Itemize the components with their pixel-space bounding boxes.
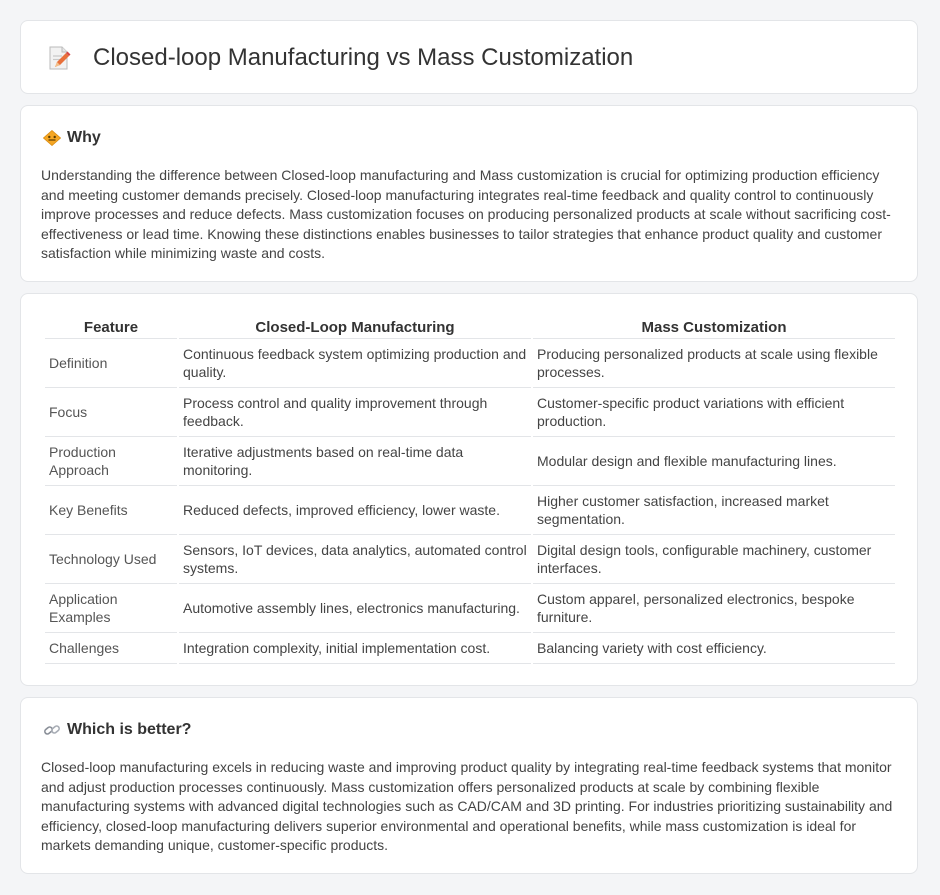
row-feature: Focus [45,388,177,437]
row-mass-customization: Producing personalized products at scale using flexible processes. [533,339,895,388]
row-mass-customization: Digital design tools, configurable machinery, customer interfaces. [533,535,895,584]
better-heading: Which is better? [67,721,192,738]
why-section [20,105,918,282]
table-row [45,584,895,633]
row-mass-customization: Customer-specific product variations with efficient production. [533,388,895,437]
table-header-row [45,316,895,339]
link-icon [43,722,61,738]
better-text: Closed-loop manufacturing excels in reducing waste and improving product quality by integrating real-time feedback systems that monitor and adjust production processes continuously. Mass customization offers personalized products at scale by combining flexible manufacturing systems with advanced digital technologies such as CAD/CAM and 3D printing. For industries prioritizing sustainability and efficiency, closed-loop manufacturing delivers superior environmental and operational benefits, while mass customization is ideal for markets demanding unique, customer-specific products. [41,759,893,853]
comparison-table [43,316,897,664]
row-mass-customization: Custom apparel, personalized electronics, bespoke furniture. [533,584,895,633]
why-heading: Why [67,129,101,146]
row-closed-loop: Continuous feedback system optimizing production and quality. [179,339,531,388]
table-row [45,535,895,584]
header-mass-customization: Mass Customization [533,316,895,339]
row-feature: Key Benefits [45,486,177,535]
row-closed-loop: Process control and quality improvement through feedback. [179,388,531,437]
document-pencil-icon [47,45,71,71]
comparison-table-card [20,293,918,686]
table-row [45,486,895,535]
table-row [45,339,895,388]
header-closed-loop: Closed-Loop Manufacturing [179,316,531,339]
row-mass-customization: Balancing variety with cost efficiency. [533,633,895,664]
road-sign-icon [43,130,61,146]
row-closed-loop: Automotive assembly lines, electronics manufacturing. [179,584,531,633]
which-is-better-section [20,697,918,874]
row-closed-loop: Sensors, IoT devices, data analytics, automated control systems. [179,535,531,584]
table-row [45,388,895,437]
table-row [45,633,895,664]
header-feature: Feature [45,316,177,339]
page-title: Closed-loop Manufacturing vs Mass Customization [93,44,634,71]
table-row [45,437,895,486]
title-card [20,20,918,94]
row-mass-customization: Modular design and flexible manufacturing lines. [533,437,895,486]
row-feature: Definition [45,339,177,388]
row-closed-loop: Reduced defects, improved efficiency, lower waste. [179,486,531,535]
row-closed-loop: Integration complexity, initial implementation cost. [179,633,531,664]
row-feature: Technology Used [45,535,177,584]
row-feature: Application Examples [45,584,177,633]
row-closed-loop: Iterative adjustments based on real-time data monitoring. [179,437,531,486]
row-mass-customization: Higher customer satisfaction, increased market segmentation. [533,486,895,535]
why-text: Understanding the difference between Closed-loop manufacturing and Mass customization is crucial for optimizing production efficiency and meeting customer demands precisely. Closed-loop manufacturing integrates real-time feedback and quality control to continuously improve processes and reduce defects. Mass customization focuses on producing personalized products at scale without sacrificing cost-effectiveness or lead time. Knowing these distinctions enables businesses to tailor strategies that enhance product quality and customer satisfaction while minimizing waste and costs. [41,167,891,261]
row-feature: Production Approach [45,437,177,486]
row-feature: Challenges [45,633,177,664]
